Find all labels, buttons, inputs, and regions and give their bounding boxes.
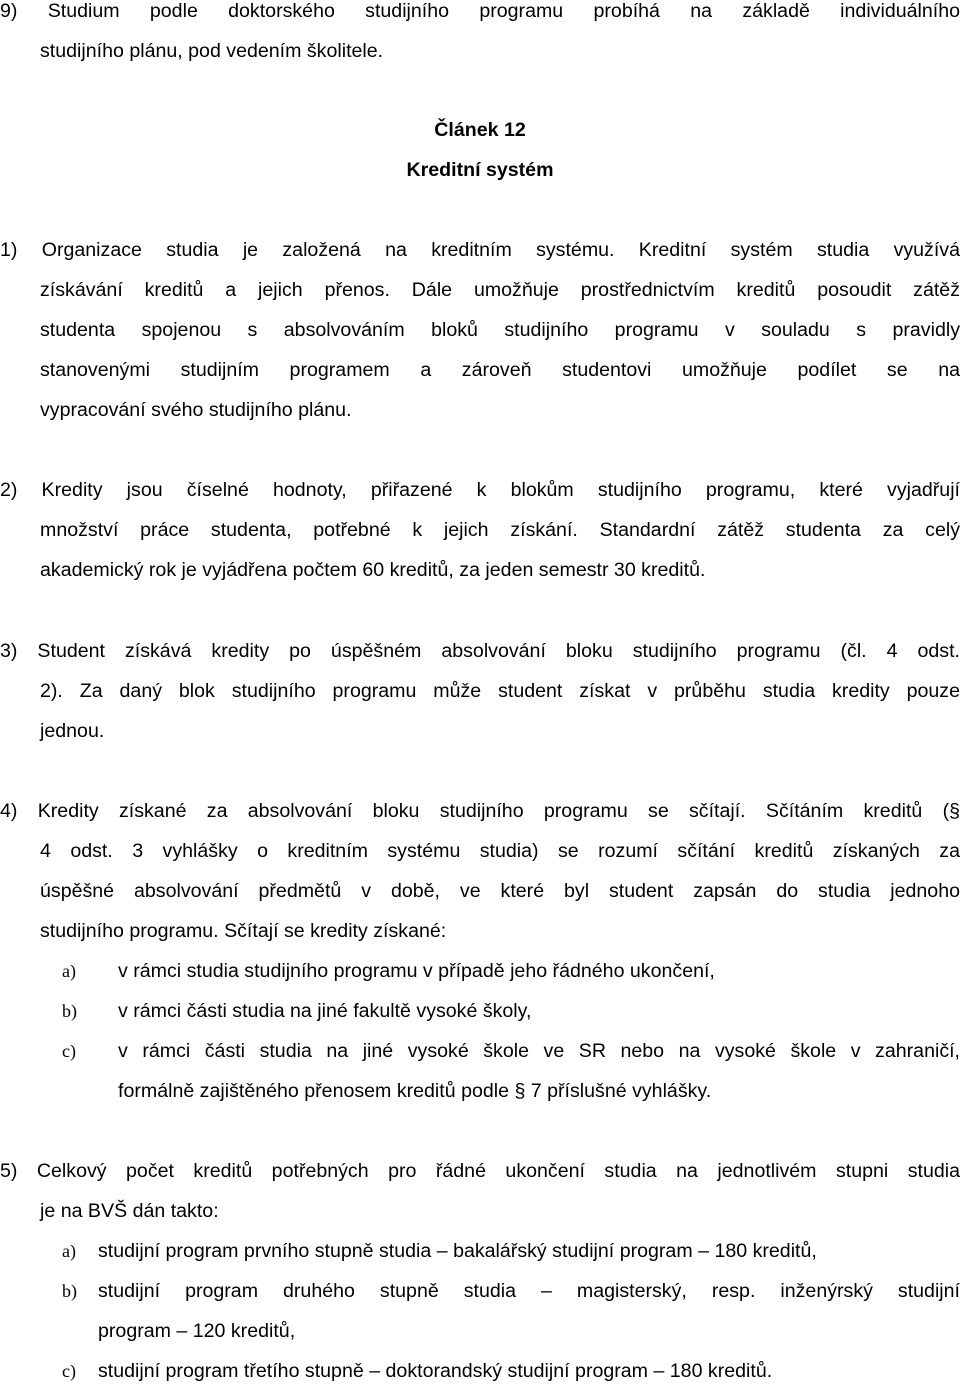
paragraph-line: studijního plánu, pod vedením školitele. [40,40,384,62]
paragraph-line: studenta spojenou s absolvováním bloků studijního programu v souladu s pravidly [40,319,960,341]
list-item-text: v rámci části studia na jiné vysoké škole ve SR nebo na vysoké škole v zahraničí, [118,1040,960,1062]
paragraph-line: 2). Za daný blok studijního programu může student získat v průběhu studia kredity pouze [40,680,960,702]
list-marker: b) [62,1001,77,1021]
paragraph-line: stanovenými studijním programem a zároveň studentovi umožňuje podílet se na [40,359,960,381]
list-marker: c) [62,1361,76,1381]
paragraph-line: 5) Celkový počet kreditů potřebných pro řádné ukončení studia na jednotlivém stupni studia [0,1160,960,1182]
list-item [0,1280,960,1320]
paragraph-line: množství práce studenta, potřebné k jejich získání. Standardní zátěž studenta za celý [40,519,960,541]
paragraph-line: úspěšné absolvování předmětů v době, ve které byl student zapsán do studia jednoho [40,880,960,902]
list-item [0,1240,960,1280]
paragraph-line: 4) Kredity získané za absolvování bloku studijního programu se sčítají. Sčítáním kreditů (§ [0,800,960,822]
list-item [0,960,960,1000]
paragraph-line: studijního programu. Sčítají se kredity získané: [40,920,447,942]
article-title: Kreditní systém [406,159,554,181]
paragraph-line: 9) Studium podle doktorského studijního programu probíhá na základě individuálního [0,0,960,22]
list-item-text: studijní program třetího stupně – doktorandský studijní program – 180 kreditů. [98,1360,773,1382]
list-item-text: formálně zajištěného přenosem kreditů podle § 7 příslušné vyhlášky. [118,1080,712,1102]
list-item-text: studijní program druhého stupně studia – magisterský, resp. inženýrský studijní [98,1280,960,1302]
list-item-text: v rámci části studia na jiné fakultě vysoké školy, [118,1000,532,1022]
list-item-continuation [0,1320,960,1360]
list-marker: b) [62,1281,77,1301]
paragraph-9 [0,0,960,80]
paragraph-line: 1) Organizace studia je založená na kreditním systému. Kreditní systém studia využívá [0,239,960,261]
list-item-text: studijní program prvního stupně studia – bakalářský studijní program – 180 kreditů, [98,1240,817,1262]
paragraph-line: získávání kreditů a jejich přenos. Dále umožňuje prostřednictvím kreditů posoudit zátěž [40,279,960,301]
paragraph-line: 2) Kredity jsou číselné hodnoty, přiřazené k blokům studijního programu, které vyjadřují [0,479,960,501]
list-item [0,1000,960,1040]
paragraph-1 [0,239,960,439]
paragraph-5 [0,1160,960,1240]
list-item-text: v rámci studia studijního programu v případě jeho řádného ukončení, [118,960,715,982]
paragraph-line: 4 odst. 3 vyhlášky o kreditním systému studia) se rozumí sčítání kreditů získaných za [40,840,960,862]
paragraph-3 [0,640,960,760]
paragraph-2 [0,479,960,599]
paragraph-line: akademický rok je vyjádřena počtem 60 kreditů, za jeden semestr 30 kreditů. [40,559,706,581]
paragraph-line: jednou. [40,720,105,742]
paragraph-line: je na BVŠ dán takto: [40,1200,219,1222]
list-item-text: program – 120 kreditů, [98,1320,296,1342]
paragraph-line: vypracování svého studijního plánu. [40,399,352,421]
list-marker: a) [62,961,76,981]
list-item [0,1040,960,1080]
paragraph-line: 3) Student získává kredity po úspěšném absolvování bloku studijního programu (čl. 4 odst. [0,640,960,662]
list-marker: a) [62,1241,76,1261]
list-marker: c) [62,1041,76,1061]
paragraph-4 [0,800,960,960]
list-item-continuation [0,1080,960,1120]
list-item [0,1360,960,1385]
article-number: Článek 12 [434,119,526,141]
